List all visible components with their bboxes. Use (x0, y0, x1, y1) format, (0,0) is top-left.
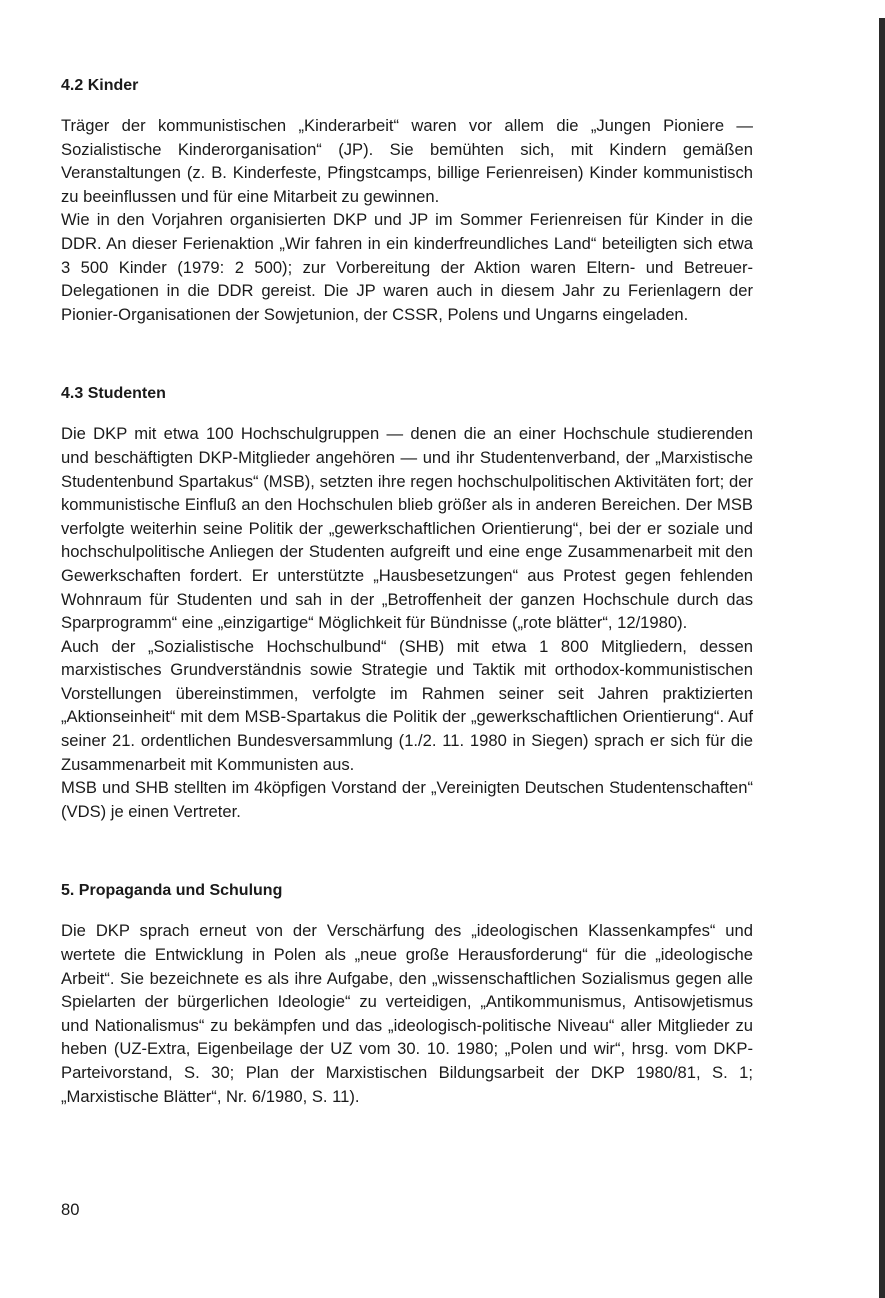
page-number: 80 (61, 1200, 80, 1219)
paragraph: Auch der „Sozialistische Hochschulbund“ (SHB) mit etwa 1 800 Mitgliedern, dessen marxistisches Grundverständnis sowie Strategie und Taktik mit orthodox-kommunistischen Vorstellungen übereinstimmen, verfolgte im Rahmen seiner seit Jahren praktizierten „Aktionseinheit“ mit dem MSB-Spartakus die Politik der „gewerkschaftlichen Orientierung“. Auf seiner 21. ordentlichen Bundesversammlung (1./2. 11. 1980 in Siegen) sprach er sich für die Zusammenarbeit mit Kommunisten aus. (61, 636, 753, 774)
page-body (61, 74, 753, 1108)
paragraph: MSB und SHB stellten im 4köpfigen Vorstand der „Vereinigten Deutschen Studentenschaften“ (VDS) je einen Vertreter. (61, 778, 753, 821)
paragraph: Wie in den Vorjahren organisierten DKP und JP im Sommer Ferienreisen für Kinder in die DDR. An dieser Ferienaktion „Wir fahren in ein kinderfreundliches Land“ beteiligten sich etwa 3 500 Kinder (1979: 2 500); zur Vorbereitung der Aktion waren Eltern- und Betreuer-Delegationen in die DDR gereist. Die JP waren auch in diesem Jahr zu Ferienlagern der Pionier-Organisationen der Sowjetunion, der CSSR, Polens und Ungarns eingeladen. (61, 210, 753, 324)
section-heading-studenten: 4.3 Studenten (61, 385, 166, 403)
scan-edge-shadow (879, 18, 885, 1298)
paragraph: Die DKP mit etwa 100 Hochschulgruppen — denen die an einer Hochschule studierenden und beschäftigten DKP-Mitglieder angehören — und ihr Studentenverband, der „Marxistische Studentenbund Spartakus“ (MSB), setzten ihre regen hochschulpolitischen Aktivitäten fort; der kommunistische Einfluß an den Hochschulen blieb größer als in anderen Bereichen. Der MSB verfolgte weiterhin seine Politik der „gewerkschaftlichen Orientierung“, bei der er soziale und hochschulpolitische Anliegen der Studenten aufgreift und eine enge Zusammenarbeit mit den Gewerkschaften fordert. Er unterstützte „Hausbesetzungen“ aus Protest gegen fehlenden Wohnraum für Studenten und sah in der „Betroffenheit der ganzen Hochschule durch das Sparprogramm“ eine „einzigartige“ Möglichkeit für Bündnisse („rote blätter“, 12/1980). (61, 424, 753, 633)
section-heading-propaganda: 5. Propaganda und Schulung (61, 882, 283, 900)
paragraph: Die DKP sprach erneut von der Verschärfung des „ideologischen Klassenkampfes“ und wertete die Entwicklung in Polen als „neue große Herausforderung“ für die „ideologische Arbeit“. Sie bezeichnete es als ihre Aufgabe, den „wissenschaftlichen Sozialismus gegen alle Spielarten der bürgerlichen Ideologie“ zu verteidigen, „Antikommunismus, Antisowjetismus und Nationalismus“ zu bekämpfen und das „ideologisch-politische Niveau“ aller Mitglieder zu heben (UZ-Extra, Eigenbeilage der UZ vom 30. 10. 1980; „Polen und wir“, hrsg. vom DKP-Parteivorstand, S. 30; Plan der Marxistischen Bildungsarbeit der DKP 1980/81, S. 1; „Marxistische Blätter“, Nr. 6/1980, S. 11). (61, 921, 753, 1106)
section-heading-kinder: 4.2 Kinder (61, 77, 139, 94)
paragraph: Träger der kommunistischen „Kinderarbeit“ waren vor allem die „Jungen Pioniere — Sozialistische Kinderorganisation“ (JP). Sie bemühten sich, mit Kindern gemäßen Veranstaltungen (z. B. Kinderfeste, Pfingstcamps, billige Ferienreisen) Kinder kommunistisch zu beeinflussen und für eine Mitarbeit zu gewinnen. (61, 116, 753, 206)
